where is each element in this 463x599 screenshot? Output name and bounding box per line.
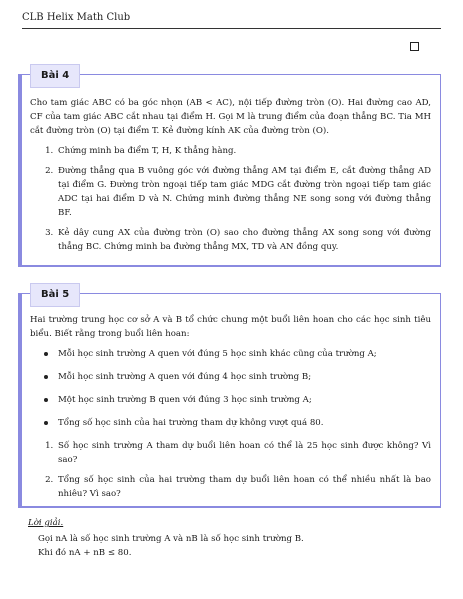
problem-5-statement: Hai trường trung học cơ sở A và B tổ chức chung một buổi liên hoan cho các học sinh tiêu biểu. Biết rằng trong buổi liên hoan: bbox=[30, 315, 431, 339]
problem-5-item-2: 2. Tổng số học sinh của hai trường tham dự buổi liên hoan có thể nhiều nhất là bao nhiêu? Vì sao? bbox=[56, 473, 431, 501]
problem-4-content bbox=[30, 96, 431, 260]
solution-line-2: Khi đó nA + nB ≤ 80. bbox=[38, 548, 132, 558]
page-header: CLB Helix Math Club bbox=[22, 12, 131, 23]
problem-5-bullet-4: Tổng số học sinh của hai trường tham dự không vượt quá 80. bbox=[58, 416, 431, 430]
problem-5-bullet-2: Mỗi học sinh trường A quen với đúng 4 học sinh trường B; bbox=[58, 370, 431, 384]
problem-4-item-3: 3. Kẻ dây cung AX của đường tròn (O) sao cho đường thẳng AX song song với đường thẳng BC. Chứng minh ba đường thẳng MX, TD và AN đồng quy. bbox=[56, 226, 431, 254]
problem-5-tag: Bài 5 bbox=[30, 283, 80, 307]
solution-section bbox=[28, 516, 441, 560]
problem-5-bullet-3: Một học sinh trường B quen với đúng 3 học sinh trường A; bbox=[58, 393, 431, 407]
header-rule bbox=[22, 28, 441, 29]
problem-4-item-2: 2. Đường thẳng qua B vuông góc với đường thẳng AM tại điểm E, cắt đường thẳng AD tại điểm G. Đường tròn ngoại tiếp tam giác MDG cắt đường tròn ngoại tiếp tam giác ADC tại hai điểm D và N. Chứng minh đường thẳng NE song song với đường thẳng BF. bbox=[56, 164, 431, 220]
problem-5-list bbox=[30, 439, 431, 501]
solution-title: Lời giải. bbox=[28, 518, 64, 528]
problem-4-list bbox=[30, 144, 431, 254]
problem-4-statement: Cho tam giác ABC có ba góc nhọn (AB < AC), nội tiếp đường tròn (O). Hai đường cao AD, CF của tam giác ABC cắt nhau tại điểm H. Gọi M là trung điểm của đoạn thẳng BC. Tia MH cắt đường tròn (O) tại điểm T. Kẻ đường kính AK của đường tròn (O). bbox=[30, 98, 431, 136]
problem-5-bullet-1: Mỗi học sinh trường A quen với đúng 5 học sinh khác cũng của trường A; bbox=[58, 347, 431, 361]
problem-4-item-1: 1. Chứng minh ba điểm T, H, K thẳng hàng. bbox=[56, 144, 431, 158]
solution-line-1: Gọi nA là số học sinh trường A và nB là số học sinh trường B. bbox=[38, 534, 304, 544]
qed-square-icon bbox=[410, 42, 419, 51]
problem-5-content bbox=[30, 313, 431, 507]
problem-4-tag: Bài 4 bbox=[30, 64, 80, 88]
problem-5-item-1: 1. Số học sinh trường A tham dự buổi liên hoan có thể là 25 học sinh được không? Vì sao? bbox=[56, 439, 431, 467]
problem-5-bullets bbox=[30, 347, 431, 430]
